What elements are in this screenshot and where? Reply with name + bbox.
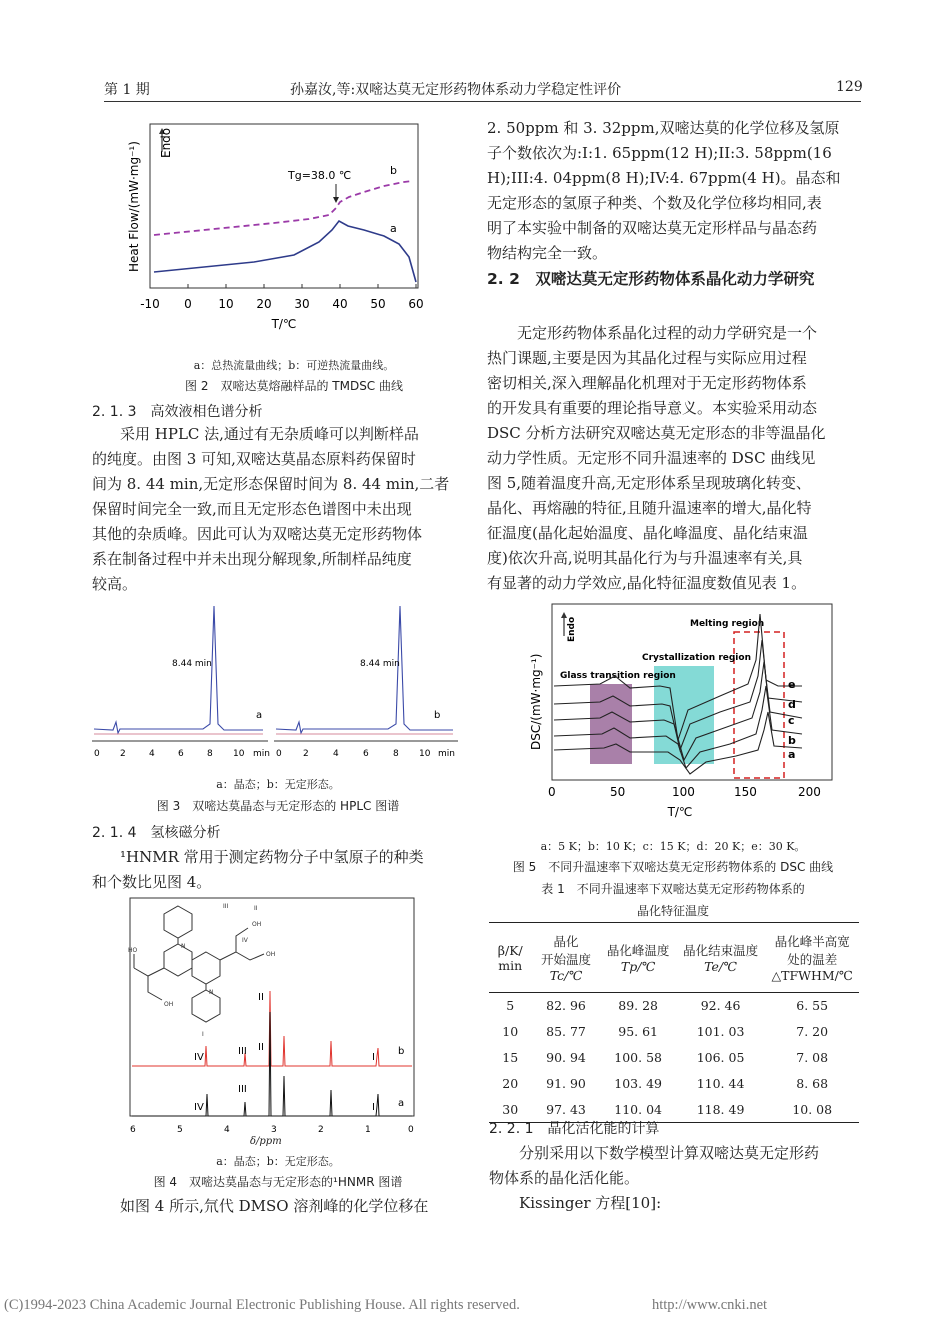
text-line: 较高。: [92, 575, 138, 593]
text-line: 子个数依次为:I:1. 65ppm(12 H);II:3. 58ppm(16: [487, 144, 832, 162]
fig2-xtick: 60: [408, 297, 424, 311]
table-row: 20 91. 90 103. 49 110. 44 8. 68: [502, 1076, 829, 1091]
fig2-xtick: 20: [256, 297, 272, 311]
text-line: 系在制备过程中并未出现分解现象,所制样品纯度: [92, 550, 412, 568]
text-line: 有显著的动力学效应,晶化特征温度数值见表 1。: [487, 574, 807, 592]
text-line: 无定形药物体系晶化过程的动力学研究是一个: [517, 324, 818, 342]
fig4-peak-label: I: [372, 1052, 375, 1063]
fig3-legend: a：晶态；b：无定形态。: [216, 778, 340, 791]
fig3-caption: 图 3 双嘧达莫晶态与无定形态的 HPLC 图谱: [156, 799, 400, 813]
section-2-2-1-body: [489, 1141, 861, 1216]
fig4-x-axis-label: δ/ppm: [250, 1136, 282, 1147]
text-line: 其他的杂质峰。因此可认为双嘧达莫无定形药物体: [92, 525, 423, 543]
text-line: 保留时间完全一致,而且无定形态色谱图中未出现: [92, 500, 412, 518]
col-header-rate: β/K/ min: [497, 942, 523, 973]
text-line: 物结构完全一致。: [487, 244, 608, 262]
text-line: 热门课题,主要是因为其晶化过程与实际应用过程: [487, 349, 807, 367]
fig4-label-b: b: [398, 1046, 405, 1057]
section-2-2-body: [487, 321, 859, 596]
page-number: 129: [836, 79, 863, 95]
fig3-xtick: 4: [333, 749, 339, 759]
table-row: 10 85. 77 95. 61 101. 03 7. 20: [502, 1024, 829, 1039]
text-line: 2. 50ppm 和 3. 32ppm,双嘧达莫的化学位移及氢原: [487, 119, 840, 137]
fig3-xtick: 2: [120, 749, 126, 759]
footer-copyright: (C)1994-2023 China Academic Journal Electronic Publishing House. All rights reserved.: [4, 1297, 520, 1313]
table-row: 30 97. 43 110. 04 118. 49 10. 08: [502, 1101, 833, 1117]
fig4-spectrum-a: [132, 1012, 412, 1116]
fig5-xtick: 100: [672, 785, 695, 799]
text-line: 间为 8. 44 min,无定形态保留时间为 8. 44 min,二者: [92, 475, 450, 493]
fig3-xtick: 0: [94, 749, 100, 759]
table1-caption-line2: 晶化特征温度: [636, 904, 709, 918]
fig3-xtick: 0: [276, 749, 282, 759]
fig4-struct-text: OH: [252, 921, 262, 928]
table1-caption-line1: 表 1 不同升温速率下双嘧达莫无定形药物体系的: [541, 882, 805, 896]
fig5-dsc-chart: [520, 600, 840, 832]
fig4-peak-label: I: [372, 1102, 375, 1113]
fig5-curve-label: b: [788, 734, 796, 747]
fig2-label-a: a: [390, 222, 397, 235]
fig2-endo-label: Endo: [159, 127, 173, 158]
fig4-struct-text: N: [181, 943, 186, 950]
fig4-peak-label: II: [258, 992, 264, 1003]
fig4-label-a: a: [398, 1098, 405, 1109]
text-line: 动力学性质。无定形不同升温速率的 DSC 曲线见: [487, 449, 816, 467]
fig5-xtick: 150: [734, 785, 757, 799]
fig4-struct-text: N: [209, 989, 214, 996]
fig3-xtick: 4: [149, 749, 155, 759]
fig5-caption: 图 5 不同升温速率下双嘧达莫无定形药物体系的 DSC 曲线: [512, 860, 834, 874]
fig2-xtick: 10: [218, 297, 234, 311]
fig2-tmdsc-chart: [104, 112, 444, 342]
fig4-peak-label: IV: [194, 1102, 204, 1113]
fig4-struct-text: OH: [266, 951, 276, 958]
footer-url[interactable]: http://www.cnki.net: [652, 1297, 768, 1313]
fig4-peak-label: II: [258, 1042, 264, 1053]
fig3-hplc-chart: [88, 596, 468, 766]
fig3-trace-a: [94, 606, 263, 733]
fig2-xtick: 50: [370, 297, 386, 311]
fig2-xtick: 40: [332, 297, 348, 311]
text-line: Kissinger 方程[10]:: [519, 1194, 662, 1212]
text-line: 和个数比见图 4。: [92, 873, 212, 891]
table-row: 5 82. 96 89. 28 92. 46 6. 55: [506, 998, 829, 1014]
fig5-xtick: 50: [610, 785, 626, 799]
fig4-xtick: 6: [130, 1125, 136, 1135]
fig2-curve-b: [154, 181, 412, 235]
fig3-xtick: 10: [233, 749, 245, 759]
fig4-xtick: 2: [318, 1125, 324, 1135]
text-line: 无定形态的氢原子种类、个数及化学位移均相同,表: [487, 194, 822, 212]
fig5-curve-label: e: [788, 678, 796, 691]
fig4-peak-label: IV: [194, 1052, 204, 1063]
fig5-glass-transition-region: [590, 684, 632, 764]
fig2-y-axis-label: Heat Flow/(mW·mg⁻¹): [127, 141, 141, 272]
col-header-end: 晶化结束温度 Te/℃: [683, 943, 759, 974]
fig4-struct-text: II: [254, 905, 258, 912]
text-line: 采用 HPLC 法,通过有无杂质峰可以判断样品: [120, 425, 419, 443]
journal-issue: 第 1 期: [104, 82, 150, 98]
col-header-fwhm: 晶化峰半高宽 处的温差 △TFWHM/℃: [771, 934, 853, 983]
fig4-xtick: 4: [224, 1125, 230, 1135]
text-line: 征温度(晶化起始温度、晶化峰温度、晶化结束温: [487, 524, 808, 542]
section-2-1-3-body: [92, 422, 472, 597]
fig4-peak-label: III: [238, 1046, 247, 1057]
fig3-label-b: b: [434, 710, 441, 721]
fig3-peak-a-label: 8.44 min: [172, 659, 212, 669]
col-header-peak: 晶化峰温度 Tp/℃: [606, 943, 670, 974]
text-line: DSC 分析方法研究双嘧达莫无定形态的非等温晶化: [487, 424, 826, 442]
fig5-legend: a：5 K；b：10 K；c：15 K；d：20 K；e：30 K。: [540, 840, 806, 853]
left-tail-paragraph: [92, 1194, 472, 1219]
fig2-xtick: -10: [140, 297, 160, 311]
text-line: 图 5,随着温度升高,无定形体系呈现玻璃化转变、: [487, 474, 811, 492]
fig4-nmr-chart: [118, 896, 418, 1140]
text-line: 晶化、再熔融的特征,且随升温速率的增大,晶化特: [487, 499, 812, 517]
fig4-struct-text: III: [223, 903, 229, 910]
fig4-xtick: 1: [365, 1125, 371, 1135]
fig3-xtick: 8: [207, 749, 213, 759]
fig2-curve-a: [154, 221, 416, 282]
text-line: 的纯度。由图 3 可知,双嘧达莫晶态原料药保留时: [92, 450, 416, 468]
fig4-struct-text: IV: [242, 937, 248, 944]
fig3-xtick: 8: [393, 749, 399, 759]
fig5-xtick: 200: [798, 785, 821, 799]
text-line: 分别采用以下数学模型计算双嘧达莫无定形药: [519, 1144, 820, 1162]
fig2-label-b: b: [390, 164, 397, 177]
text-line: 的开发具有重要的理论指导意义。本实验采用动态: [487, 399, 818, 417]
section-2-2-heading: 2. 2 双嘧达莫无定形药物体系晶化动力学研究: [487, 270, 815, 288]
fig4-struct-text: I: [202, 1031, 204, 1038]
fig4-struct-text: HO: [128, 947, 138, 954]
section-2-1-3-heading: 2. 1. 3 高效液相色谱分析: [92, 404, 263, 420]
col-header-onset: 晶化 开始温度 Tc/℃: [541, 934, 592, 983]
fig3-trace-b: [276, 606, 453, 733]
section-2-1-4-body: [92, 845, 472, 895]
text-line: 度)依次升高,说明其晶化行为与升温速率有关,具: [487, 549, 803, 567]
fig4-xtick: 3: [271, 1125, 277, 1135]
fig2-xtick: 30: [294, 297, 310, 311]
fig5-endo-label: Endo: [567, 616, 577, 642]
fig2-legend: a：总热流量曲线；b：可逆热流量曲线。: [193, 359, 395, 372]
fig3-peak-b-label: 8.44 min: [360, 659, 400, 669]
fig5-region-label: Crystallization region: [642, 653, 751, 663]
fig4-xtick: 0: [408, 1125, 414, 1135]
right-top-paragraph: [487, 116, 859, 266]
fig4-xtick: 5: [177, 1125, 183, 1135]
text-line: 如图 4 所示,氘代 DMSO 溶剂峰的化学位移在: [120, 1197, 429, 1215]
fig5-curve-label: d: [788, 698, 796, 711]
fig4-molecule-structure: [134, 906, 264, 1022]
fig5-region-label: Glass transition region: [560, 671, 676, 681]
fig2-caption: 图 2 双嘧达莫熔融样品的 TMDSC 曲线: [185, 379, 403, 393]
fig5-region-label: Melting region: [690, 619, 765, 629]
fig3-unit: min: [253, 749, 270, 759]
fig3-label-a: a: [256, 710, 263, 721]
text-line: 密切相关,深入理解晶化机理对于无定形药物体系: [487, 374, 807, 392]
fig5-y-axis-label: DSC/(mW·mg⁻¹): [529, 653, 543, 750]
text-line: 物体系的晶化活化能。: [489, 1169, 640, 1187]
fig3-xtick: 6: [178, 749, 184, 759]
fig3-unit: min: [438, 749, 455, 759]
fig4-caption: 图 4 双嘧达莫晶态与无定形态的¹HNMR 图谱: [153, 1175, 403, 1189]
fig5-x-axis-label: T/℃: [667, 805, 693, 819]
text-line: ¹HNMR 常用于测定药物分子中氢原子的种类: [120, 848, 424, 866]
section-2-1-4-heading: 2. 1. 4 氢核磁分析: [92, 825, 221, 841]
fig5-curve-label: c: [788, 714, 795, 727]
fig4-spectrum-b: [132, 991, 412, 1066]
table-row: 15 90. 94 100. 58 106. 05 7. 08: [502, 1050, 829, 1065]
fig3-xtick: 10: [419, 749, 431, 759]
fig4-peak-label: III: [238, 1084, 247, 1095]
running-title: 孙嘉汝,等:双嘧达莫无定形药物体系动力学稳定性评价: [290, 82, 622, 98]
table-header-row: [489, 923, 859, 993]
text-line: 明了本实验中制备的双嘧达莫无定形样品与晶态药: [487, 219, 818, 237]
section-2-2-1-heading: 2. 2. 1 晶化活化能的计算: [489, 1121, 660, 1137]
fig4-legend: a：晶态；b：无定形态。: [216, 1155, 340, 1168]
table1: [489, 922, 859, 1123]
header-rule: [104, 101, 861, 102]
fig2-x-axis-label: T/℃: [271, 317, 297, 331]
text-line: H);III:4. 04ppm(8 H);IV:4. 67ppm(4 H)。晶态和: [487, 169, 841, 187]
fig5-curve-label: a: [788, 748, 796, 761]
fig2-xtick: 0: [184, 297, 192, 311]
fig2-tg-annotation: Tg=38.0 ℃: [288, 169, 352, 182]
fig5-xtick: 0: [548, 785, 556, 799]
fig4-struct-text: OH: [164, 1001, 174, 1008]
fig3-xtick: 2: [303, 749, 309, 759]
fig3-xtick: 6: [363, 749, 369, 759]
